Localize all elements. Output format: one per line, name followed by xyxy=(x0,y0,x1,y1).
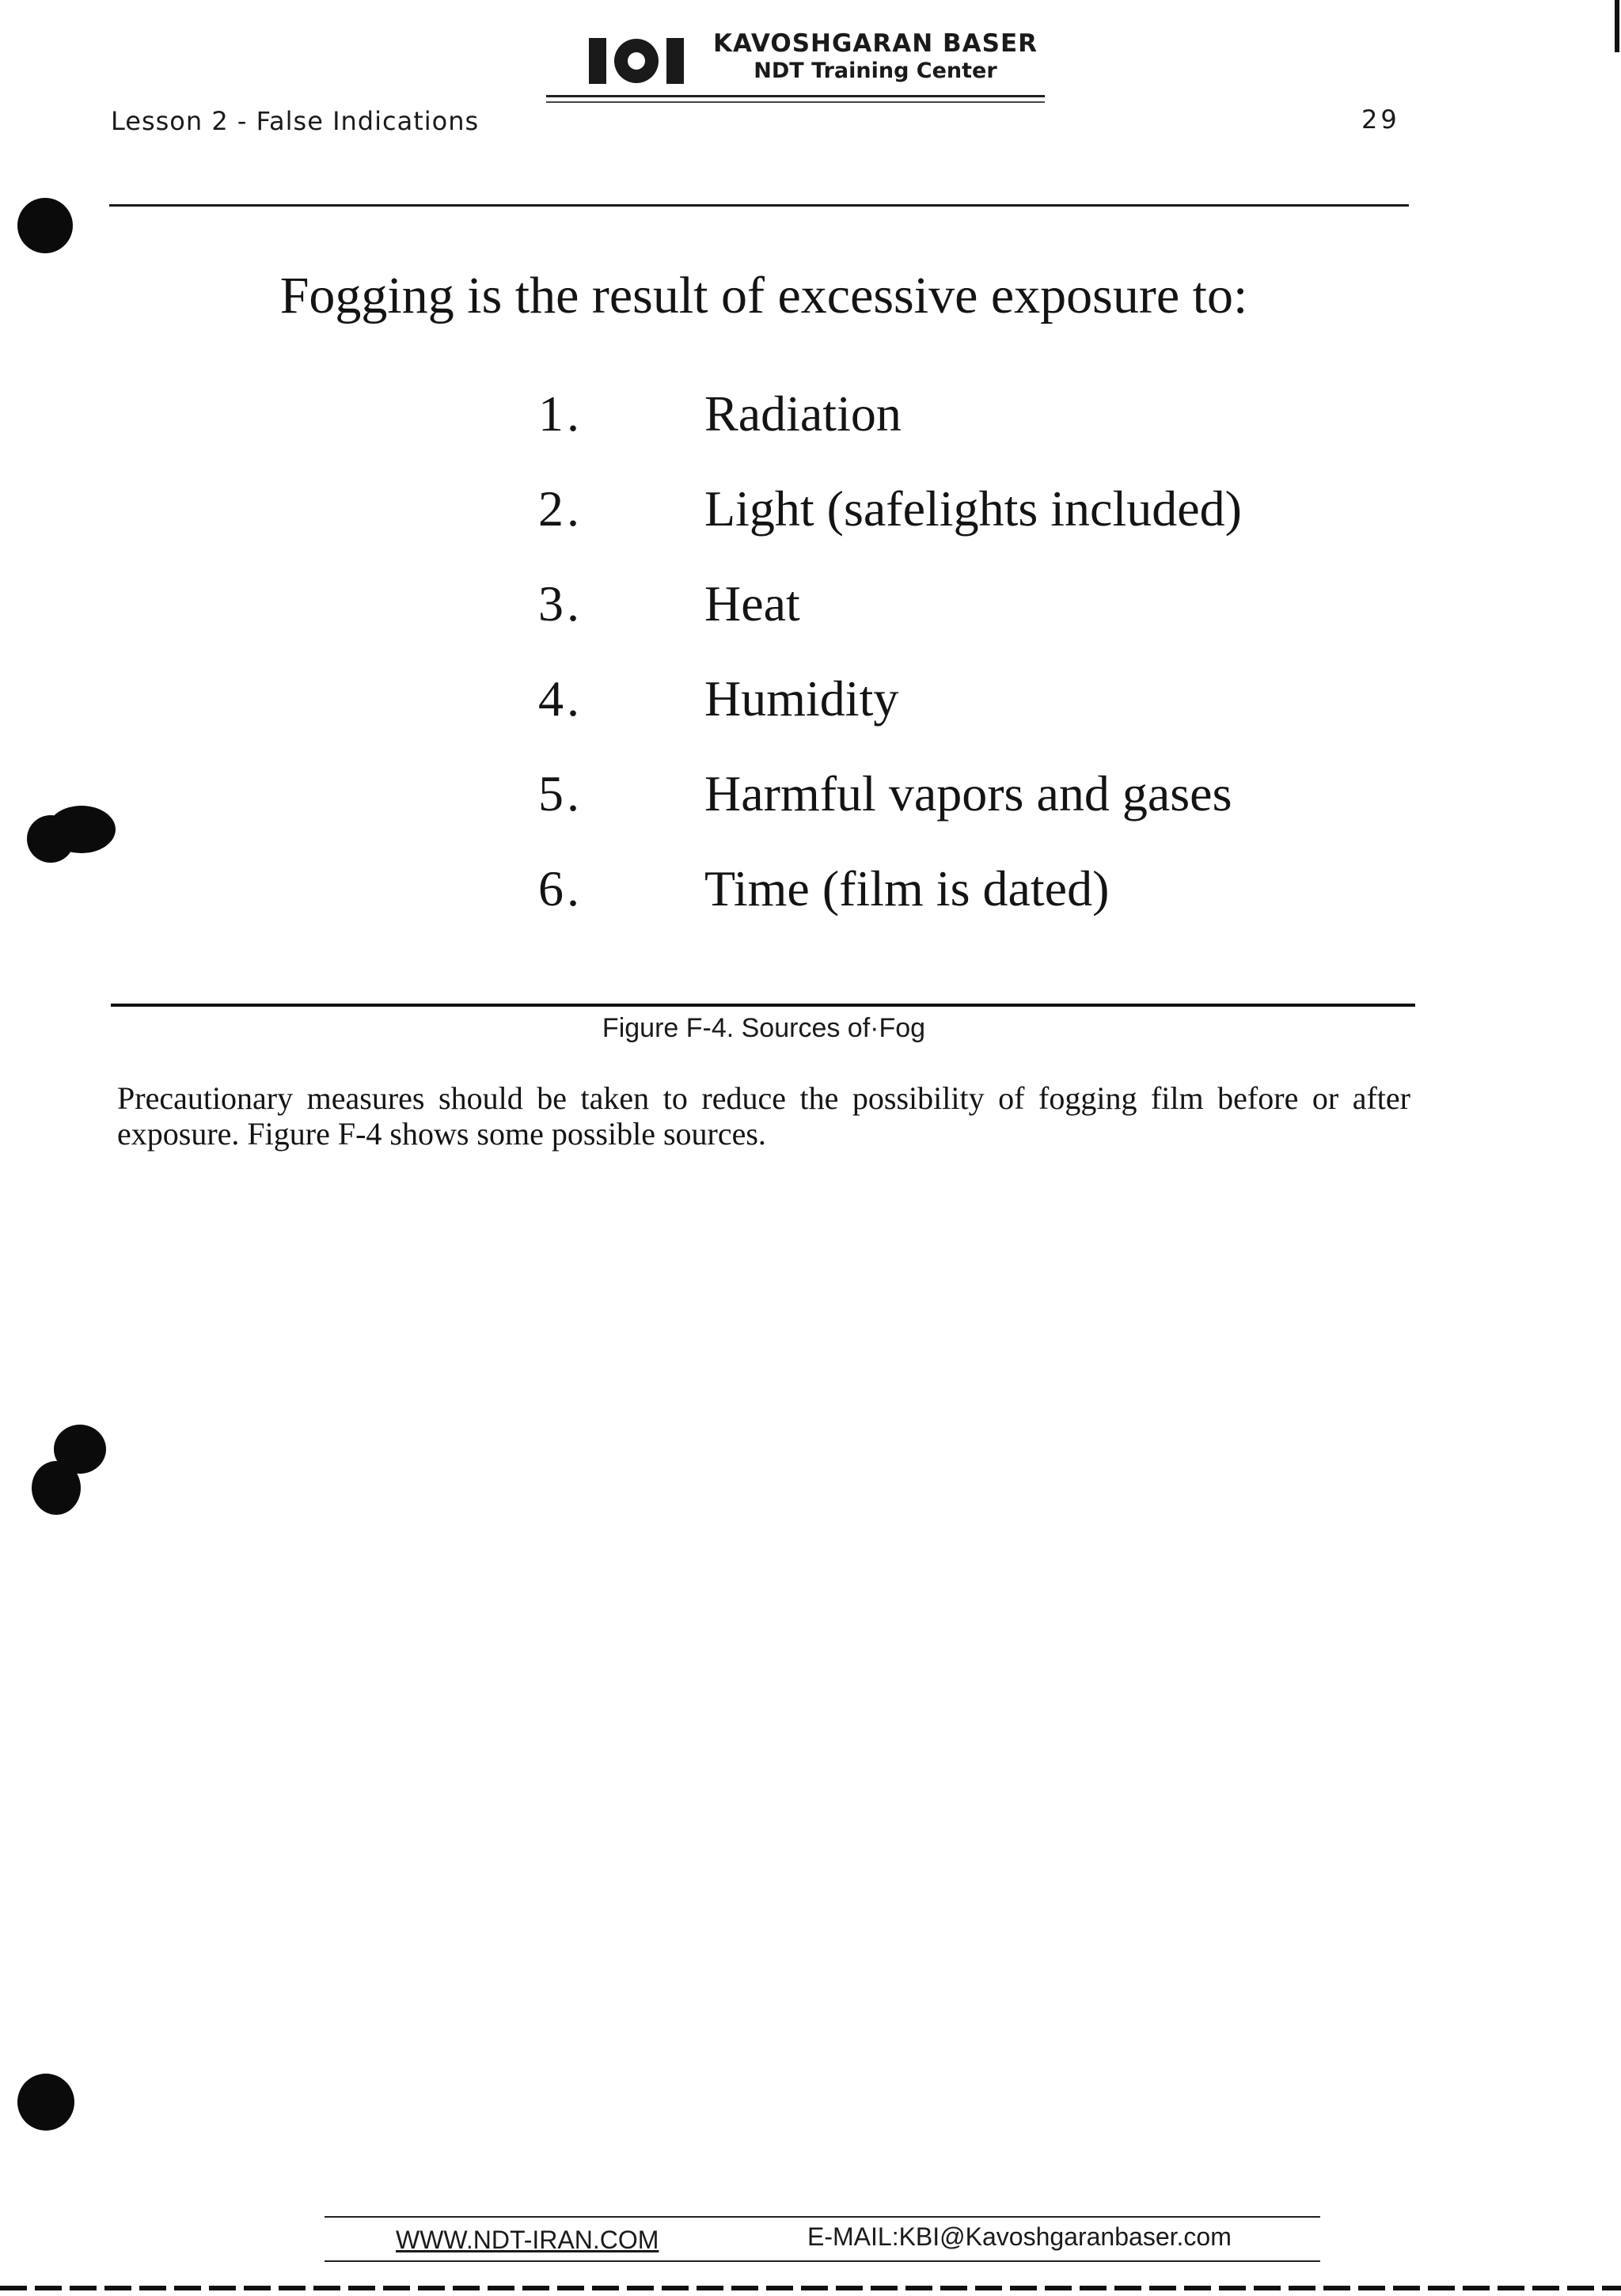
logo-wordmark xyxy=(701,30,1050,83)
page-number: 29 xyxy=(1361,104,1400,135)
logo-company-name: KAVOSHGARAN BASER xyxy=(712,29,1038,58)
list-item-number: 5. xyxy=(538,765,583,822)
list-item-number: 6. xyxy=(538,860,583,917)
logo-divider xyxy=(546,95,1045,97)
logo-divider xyxy=(546,101,1045,103)
footer-rule xyxy=(325,2216,1320,2218)
logo-subtitle: NDT Training Center xyxy=(754,58,997,83)
list-item-text: Humidity xyxy=(704,670,899,727)
footer-rule xyxy=(325,2260,1320,2262)
punch-hole xyxy=(17,198,73,253)
figure-rule xyxy=(111,1004,1415,1007)
lesson-title: Lesson 2 - False Indications xyxy=(111,106,480,136)
footer-email: E-MAIL:KBI@Kavoshgaranbaser.com xyxy=(807,2222,1232,2251)
body-paragraph: Precautionary measures should be taken to reduce the possibility of fogging film before or after exposure. Figure F-4 shows some possible sources. xyxy=(117,1080,1410,1152)
punch-hole xyxy=(47,806,116,853)
footer-website-link[interactable]: WWW.NDT-IRAN.COM xyxy=(396,2226,659,2254)
figure-caption: Figure F-4. Sources of·Fog xyxy=(602,1013,926,1043)
list-item-number: 1. xyxy=(538,385,583,442)
list-item-text: Radiation xyxy=(704,385,902,442)
list-item-number: 2. xyxy=(538,480,583,537)
list-item-text: Time (film is dated) xyxy=(704,860,1110,917)
list-item-text: Heat xyxy=(704,575,800,632)
scan-edge-mark xyxy=(1615,0,1619,52)
punch-hole xyxy=(17,2074,74,2131)
punch-hole xyxy=(32,1461,81,1515)
list-item-number: 3. xyxy=(538,575,583,632)
page-bottom-edge xyxy=(0,2286,1621,2290)
list-item-number: 4. xyxy=(538,670,583,727)
figure-heading: Fogging is the result of excessive exposure to: xyxy=(279,267,1248,324)
header-rule xyxy=(109,204,1409,207)
list-item-text: Light (safelights included) xyxy=(704,480,1242,537)
list-item-text: Harmful vapors and gases xyxy=(704,765,1232,822)
kbi-logo-icon xyxy=(586,33,687,89)
